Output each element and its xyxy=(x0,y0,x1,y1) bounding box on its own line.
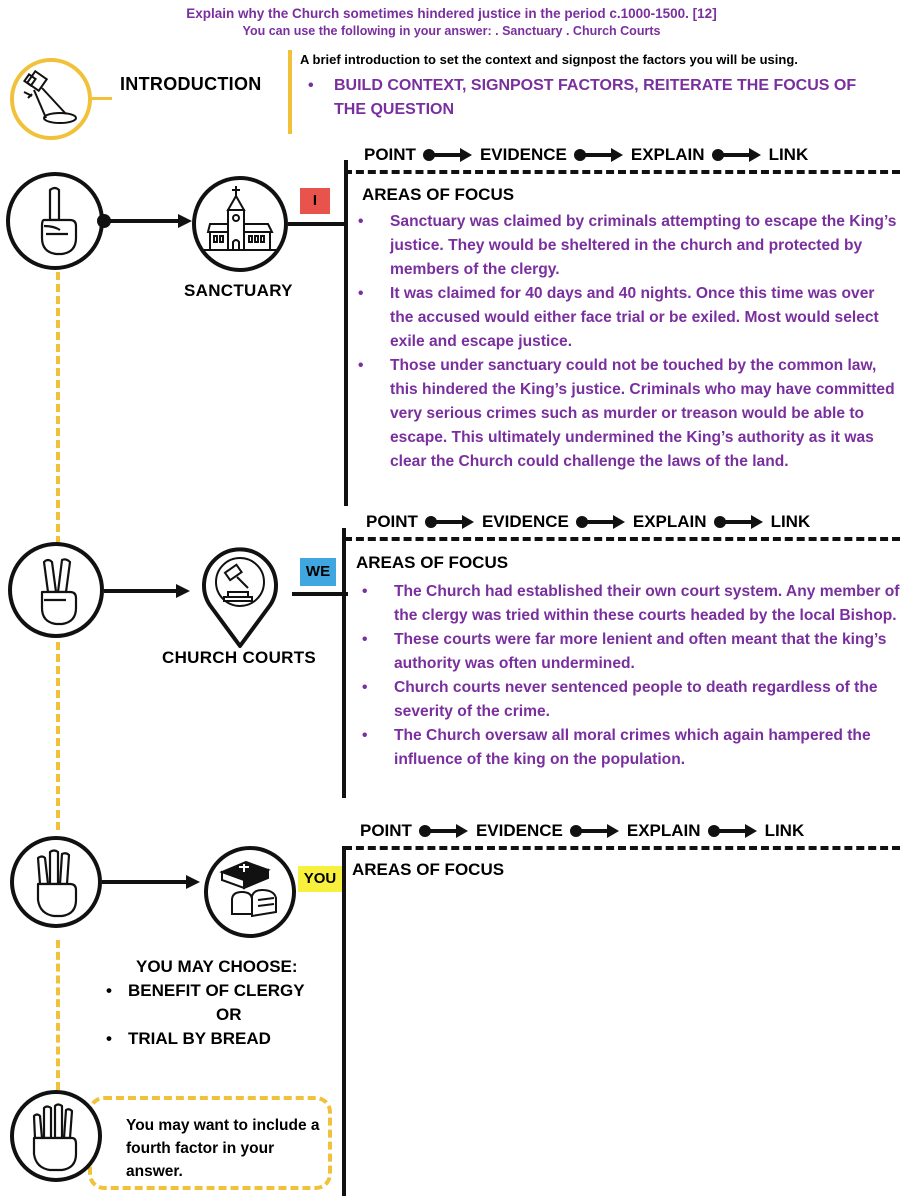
section-1-vertical-line xyxy=(344,160,348,506)
peel-row-1 xyxy=(364,145,808,165)
timeline-dashed-line xyxy=(56,940,60,1090)
introduction-divider xyxy=(288,50,292,134)
question-title: Explain why the Church sometimes hindered justice in the period c.1000-1500. [12] xyxy=(186,6,717,21)
focus-title-2: AREAS OF FOCUS xyxy=(356,553,509,572)
focus-title-3: AREAS OF FOCUS xyxy=(352,860,505,879)
peel-evidence: EVIDENCE xyxy=(481,512,569,531)
introduction-label: INTRODUCTION xyxy=(120,74,262,94)
arrow-icon xyxy=(713,514,765,530)
peel-row-3 xyxy=(360,821,804,841)
section-3-vertical-line xyxy=(342,846,346,1196)
introduction-connector xyxy=(92,97,112,100)
introduction-bullets xyxy=(300,74,880,122)
peel-point: POINT xyxy=(366,512,418,531)
two-finger-circle xyxy=(8,542,104,638)
introduction-circle xyxy=(10,58,92,140)
arrow-icon xyxy=(418,823,470,839)
bible-bread-circle xyxy=(204,846,296,938)
church-courts-branch-line xyxy=(292,592,348,596)
peel-explain: EXPLAIN xyxy=(626,821,701,840)
badge-i: I xyxy=(300,188,330,214)
peel-link: LINK xyxy=(768,145,809,164)
choose-or: OR xyxy=(216,1005,242,1024)
peel-point: POINT xyxy=(360,821,412,840)
timeline-dashed-line xyxy=(56,260,60,580)
peel-rule-1 xyxy=(344,170,900,174)
arrow-icon xyxy=(422,147,474,163)
peel-explain: EXPLAIN xyxy=(630,145,705,164)
arrow-icon xyxy=(569,823,621,839)
church-courts-label: CHURCH COURTS xyxy=(162,648,317,667)
focus-title-1: AREAS OF FOCUS xyxy=(362,185,515,204)
bible-bread-icon xyxy=(208,850,292,934)
choose-option-text: TRIAL BY BREAD xyxy=(128,1029,271,1048)
question-subtitle: You can use the following in your answer: . Sanctuary . Church Courts xyxy=(242,24,661,38)
peel-evidence: EVIDENCE xyxy=(475,821,563,840)
arrow-icon xyxy=(573,147,625,163)
introduction-description: A brief introduction to set the context and signpost the factors you will be using. xyxy=(300,52,798,67)
fourth-factor-box xyxy=(88,1096,332,1190)
introduction-bullet: • BUILD CONTEXT, SIGNPOST FACTORS, REITERATE THE FOCUS OF THE QUESTION xyxy=(300,74,880,122)
connector-line xyxy=(104,219,182,223)
two-finger-hand-icon xyxy=(12,546,100,634)
one-finger-circle xyxy=(6,172,104,270)
connector-line xyxy=(102,880,188,884)
badge-we: WE xyxy=(300,558,336,586)
sanctuary-bullet: • Sanctuary was claimed by criminals attempting to escape the King’s justice. They would be sheltered in the church and protected by members of the clergy. xyxy=(350,210,898,282)
sanctuary-label: SANCTUARY xyxy=(184,281,293,300)
four-finger-circle xyxy=(10,1090,102,1182)
peel-evidence: EVIDENCE xyxy=(479,145,567,164)
peel-explain: EXPLAIN xyxy=(632,512,707,531)
sanctuary-bullet: • Those under sanctuary could not be touched by the common law, this hindered the King’s justice. Criminals who may have committed very serious crimes such as murder or treason would be able to escape. This ultimately undermined the King’s authority as it was clear the Church could challenge the laws of the land. xyxy=(350,354,898,474)
four-finger-hand-icon xyxy=(14,1094,98,1178)
connector-arrow-icon xyxy=(186,874,202,890)
peel-point: POINT xyxy=(364,145,416,164)
arrow-icon xyxy=(711,147,763,163)
three-finger-circle xyxy=(10,836,102,928)
badge-you: YOU xyxy=(298,866,342,892)
church-courts-bullets xyxy=(354,580,900,772)
three-finger-hand-icon xyxy=(14,840,98,924)
peel-rule-2 xyxy=(344,537,900,541)
gavel-pin-icon xyxy=(194,540,286,650)
sanctuary-circle xyxy=(192,176,288,272)
sanctuary-bullets xyxy=(350,210,898,474)
arrow-icon xyxy=(575,514,627,530)
choose-title: YOU MAY CHOOSE: xyxy=(136,957,298,976)
church-courts-bullet: • The Church had established their own court system. Any member of the clergy was tried within these courts headed by the local Bishop. xyxy=(354,580,900,628)
sanctuary-bullet: • It was claimed for 40 days and 40 nights. Once this time was over the accused would either face trial or be exiled. Most would select exile and escape justice. xyxy=(350,282,898,354)
timeline-dashed-line xyxy=(56,630,60,830)
sanctuary-branch-line xyxy=(288,222,348,226)
connector-dot xyxy=(96,213,112,229)
fourth-factor-text: You may want to include a fourth factor in your answer. xyxy=(126,1117,320,1180)
choose-option-text: BENEFIT OF CLERGY xyxy=(128,981,305,1000)
church-courts-bullet: • Church courts never sentenced people to death regardless of the severity of the crime. xyxy=(354,676,900,724)
peel-link: LINK xyxy=(764,821,805,840)
choose-option: • TRIAL BY BREAD xyxy=(106,1029,271,1048)
connector-arrow-icon xyxy=(176,583,192,599)
choose-options xyxy=(100,955,340,1051)
arrow-icon xyxy=(707,823,759,839)
church-courts-pin xyxy=(194,540,286,650)
one-finger-hand-icon xyxy=(10,176,100,266)
connector-line xyxy=(104,589,180,593)
peel-row-2 xyxy=(366,512,810,532)
peel-rule-3 xyxy=(344,846,900,850)
section-2-vertical-line xyxy=(342,528,346,798)
arrow-icon xyxy=(424,514,476,530)
church-courts-bullet: • The Church oversaw all moral crimes which again hampered the influence of the king on the population. xyxy=(354,724,900,772)
choose-option: • BENEFIT OF CLERGY xyxy=(106,981,305,1000)
peel-link: LINK xyxy=(770,512,811,531)
church-icon xyxy=(196,180,284,268)
spotlight-icon xyxy=(14,62,88,136)
church-courts-bullet: • These courts were far more lenient and often meant that the king’s authority was often undermined. xyxy=(354,628,900,676)
